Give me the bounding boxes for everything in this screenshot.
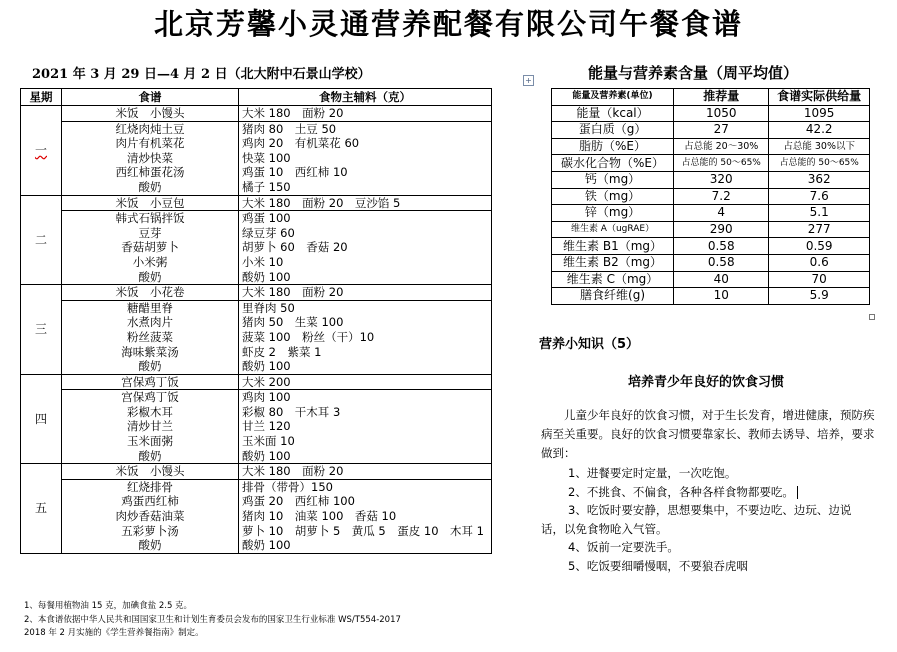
- dish-cell: 宫保鸡丁饭: [62, 374, 239, 390]
- header-nutrient: 能量及营养素(单位): [552, 89, 674, 106]
- header-recipe: 食谱: [62, 89, 239, 106]
- actual-cell: 70: [769, 271, 870, 288]
- menu-header-row: [21, 89, 492, 106]
- actual-cell: 0.6: [769, 254, 870, 271]
- nutrient-cell: 维生素 A（ugRAE）: [552, 221, 674, 238]
- cell-line: 绿豆芽 60: [242, 225, 295, 240]
- note-line: 1、每餐用植物油 15 克，加碘食盐 2.5 克。: [24, 601, 193, 611]
- cell-line: 玉米面粥: [127, 434, 173, 449]
- nutrient-cell: 碳水化合物（%E）: [552, 155, 674, 172]
- recommended-cell: 4: [674, 205, 769, 222]
- ingredient-cell: [239, 211, 492, 285]
- nutrient-cell: 钙（mg）: [552, 171, 674, 188]
- list-item: 3、吃饭时要安静，思想要集中，不要边吃、边玩、边说: [568, 503, 852, 517]
- cell-line: 菠菜 100 粉丝（干）10: [242, 329, 375, 344]
- dish-cell: [62, 479, 239, 553]
- table-row: [21, 285, 492, 301]
- ingredient-cell: 大米 180 面粉 20: [239, 285, 492, 301]
- recommended-cell: 占总能 20～30%: [674, 138, 769, 155]
- ingredient-cell: [239, 121, 492, 195]
- cell-line: 萝卜 10 胡萝卜 5 黄瓜 5 蛋皮 10 木耳 1: [242, 523, 484, 538]
- cell-line: 鸡蛋西红柿: [121, 494, 179, 509]
- recommended-cell: 320: [674, 171, 769, 188]
- cell-line: 清炒快菜: [127, 150, 173, 165]
- recommended-cell: 10: [674, 288, 769, 305]
- recommended-cell: 27: [674, 122, 769, 139]
- knowledge-paragraph[interactable]: 儿童少年良好的饮食习惯，对于生长发育，增进健康，预防疾病至关重要。良好的饮食习惯要靠家长、教师去诱导、培养，要求做到：: [541, 408, 875, 460]
- list-item: 2、不挑食、不偏食，各种各样食物都要吃。: [568, 483, 851, 502]
- weekday-cell: 五: [21, 464, 62, 554]
- list-item: 1、进餐要定时定量，一次吃饱。: [568, 466, 737, 480]
- cell-line: 酸奶: [138, 448, 162, 463]
- cell-line: 玉米面 10: [242, 434, 295, 449]
- cell-line: 红烧肉炖土豆: [115, 121, 185, 136]
- cell-line: 猪肉 80 土豆 50: [242, 121, 337, 136]
- table-row: [552, 271, 870, 288]
- actual-cell: 1095: [769, 105, 870, 122]
- note-line: 2018 年 2 月实施的《学生营养餐指南》制定。: [24, 628, 204, 638]
- table-row: [21, 479, 492, 553]
- cell-line: 酸奶 100: [242, 538, 291, 553]
- cell-line: 五彩萝卜汤: [121, 523, 179, 538]
- recommended-cell: 7.2: [674, 188, 769, 205]
- actual-cell: 42.2: [769, 122, 870, 139]
- cell-line: 粉丝菠菜: [127, 329, 173, 344]
- header-actual: 食谱实际供给量: [769, 89, 870, 106]
- table-row: [552, 288, 870, 305]
- table-row: [21, 211, 492, 285]
- cell-line: 宫保鸡丁饭: [121, 390, 179, 405]
- dish-cell: [62, 121, 239, 195]
- header-weekday: 星期: [21, 89, 62, 106]
- cell-line: 酸奶 100: [242, 448, 291, 463]
- recommended-cell: 290: [674, 221, 769, 238]
- dish-cell: [62, 390, 239, 464]
- table-row: [21, 374, 492, 390]
- cell-line: 甘兰 120: [242, 419, 291, 434]
- menu-notes: [24, 600, 401, 641]
- cell-line: 酸奶 100: [242, 269, 291, 284]
- table-row: [552, 105, 870, 122]
- cell-line: 彩椒木耳: [127, 404, 173, 419]
- table-move-handle-icon[interactable]: +: [523, 75, 534, 86]
- cell-line: 糖醋里脊: [127, 300, 173, 315]
- dish-cell: 米饭 小花卷: [62, 285, 239, 301]
- cell-line: 水煮肉片: [127, 315, 173, 330]
- cell-line: 鸡蛋 10 西红柿 10: [242, 165, 348, 180]
- table-row: [552, 205, 870, 222]
- cell-line: 小米粥: [132, 254, 168, 269]
- list-item: 话，以免食物呛入气管。: [541, 521, 668, 536]
- nutrient-cell: 铁（mg）: [552, 188, 674, 205]
- actual-cell: 占总能 30%以下: [769, 138, 870, 155]
- recommended-cell: 1050: [674, 105, 769, 122]
- cell-line: 猪肉 50 生菜 100: [242, 315, 344, 330]
- cell-line: 鸡蛋 20 西红柿 100: [242, 494, 355, 509]
- list-item: 4、饭前一定要洗手。: [568, 540, 679, 554]
- cell-line: 海味紫菜汤: [121, 344, 179, 359]
- table-row: [21, 195, 492, 211]
- cell-line: 橘子 150: [242, 179, 291, 194]
- knowledge-subheading: 培养青少年良好的饮食习惯: [628, 375, 785, 390]
- weekday-cell: 四: [21, 374, 62, 464]
- list-item: 5、吃饭要细嚼慢咽，不要狼吞虎咽: [568, 558, 748, 573]
- header-recommended: 推荐量: [674, 89, 769, 106]
- header-ingredients: 食物主辅料（克）: [239, 89, 492, 106]
- nutrition-title: 能量与营养素含量（周平均值）: [588, 64, 799, 82]
- table-row: [552, 254, 870, 271]
- cell-line: 酸奶: [138, 359, 162, 374]
- nutrient-cell: 维生素 C（mg）: [552, 271, 674, 288]
- ingredient-cell: 大米 180 面粉 20 豆沙馅 5: [239, 195, 492, 211]
- knowledge-list[interactable]: [541, 464, 852, 575]
- dish-cell: 米饭 小馒头: [62, 106, 239, 122]
- dish-cell: 米饭 小馒头: [62, 464, 239, 480]
- nutrient-cell: 膳食纤维(g): [552, 288, 674, 305]
- cell-line: 酸奶 100: [242, 359, 291, 374]
- actual-cell: 5.9: [769, 288, 870, 305]
- table-row: [21, 464, 492, 480]
- actual-cell: 0.59: [769, 238, 870, 255]
- weekday-cell: 一: [21, 106, 62, 196]
- dish-cell: [62, 211, 239, 285]
- recommended-cell: 0.58: [674, 238, 769, 255]
- cell-line: 胡萝卜 60 香菇 20: [242, 240, 348, 255]
- cell-line: 酸奶: [138, 179, 162, 194]
- cell-line: 彩椒 80 干木耳 3: [242, 404, 341, 419]
- recommended-cell: 0.58: [674, 254, 769, 271]
- cell-line: 鸡肉 100: [242, 390, 291, 405]
- nutrition-table: [551, 88, 870, 305]
- table-row: [21, 300, 492, 374]
- cell-line: 鸡肉 20 有机菜花 60: [242, 136, 360, 151]
- table-row: [552, 155, 870, 172]
- ingredient-cell: [239, 300, 492, 374]
- cell-line: 韩式石锅拌饭: [115, 211, 185, 226]
- actual-cell: 占总能的 50～65%: [769, 155, 870, 172]
- table-row: [21, 121, 492, 195]
- table-row: [552, 221, 870, 238]
- cell-line: 酸奶: [138, 269, 162, 284]
- nutrient-cell: 维生素 B2（mg）: [552, 254, 674, 271]
- table-resize-handle-icon[interactable]: [869, 314, 875, 320]
- cell-line: 西红柿蛋花汤: [115, 165, 185, 180]
- menu-date-subtitle: 2021 年 3 月 29 日—4 月 2 日（北大附中石景山学校）: [32, 67, 371, 82]
- ingredient-cell: 大米 180 面粉 20: [239, 106, 492, 122]
- cell-line: 清炒甘兰: [127, 419, 173, 434]
- nutrient-cell: 脂肪（%E）: [552, 138, 674, 155]
- knowledge-heading: 营养小知识（5）: [539, 337, 640, 352]
- cell-line: 鸡蛋 100: [242, 211, 291, 226]
- cell-line: 香菇胡萝卜: [121, 240, 179, 255]
- ingredient-cell: 大米 180 面粉 20: [239, 464, 492, 480]
- ingredient-cell: [239, 390, 492, 464]
- actual-cell: 7.6: [769, 188, 870, 205]
- nutrient-cell: 蛋白质（g）: [552, 122, 674, 139]
- cell-line: 豆芽: [138, 225, 162, 240]
- ingredient-cell: [239, 479, 492, 553]
- actual-cell: 277: [769, 221, 870, 238]
- cell-line: 肉片有机菜花: [115, 136, 185, 151]
- table-row: [552, 238, 870, 255]
- dish-cell: [62, 300, 239, 374]
- lunch-menu-table: [20, 88, 492, 554]
- cell-line: 小米 10: [242, 254, 284, 269]
- weekday-cell: 三: [21, 285, 62, 375]
- table-row: [21, 390, 492, 464]
- dish-cell: 米饭 小豆包: [62, 195, 239, 211]
- page-title: 北京芳馨小灵通营养配餐有限公司午餐食谱: [153, 7, 743, 41]
- nutrition-header-row: [552, 89, 870, 106]
- nutrient-cell: 能量（kcal）: [552, 105, 674, 122]
- cell-line: 猪肉 10 油菜 100 香菇 10: [242, 509, 397, 524]
- cell-line: 酸奶: [138, 538, 162, 553]
- table-row: [552, 122, 870, 139]
- text-cursor: [797, 486, 798, 499]
- table-row: [552, 138, 870, 155]
- ingredient-cell: 大米 200: [239, 374, 492, 390]
- cell-line: 排骨（带骨）150: [242, 479, 333, 494]
- note-line: 2、本食谱依据中华人民共和国国家卫生和计划生育委员会发布的国家卫生行业标准 WS/T554-2017: [24, 614, 401, 625]
- recommended-cell: 占总能的 50～65%: [674, 155, 769, 172]
- cell-line: 红烧排骨: [127, 479, 173, 494]
- cell-line: 虾皮 2 紫菜 1: [242, 344, 322, 359]
- table-row: [552, 171, 870, 188]
- cell-line: 里脊肉 50: [242, 300, 295, 315]
- weekday-cell: 二: [21, 195, 62, 285]
- table-row: [21, 106, 492, 122]
- nutrient-cell: 锌（mg）: [552, 205, 674, 222]
- actual-cell: 5.1: [769, 205, 870, 222]
- actual-cell: 362: [769, 171, 870, 188]
- cell-line: 快菜 100: [242, 150, 291, 165]
- nutrient-cell: 维生素 B1（mg）: [552, 238, 674, 255]
- cell-line: 肉炒香菇油菜: [115, 509, 185, 524]
- recommended-cell: 40: [674, 271, 769, 288]
- table-row: [552, 188, 870, 205]
